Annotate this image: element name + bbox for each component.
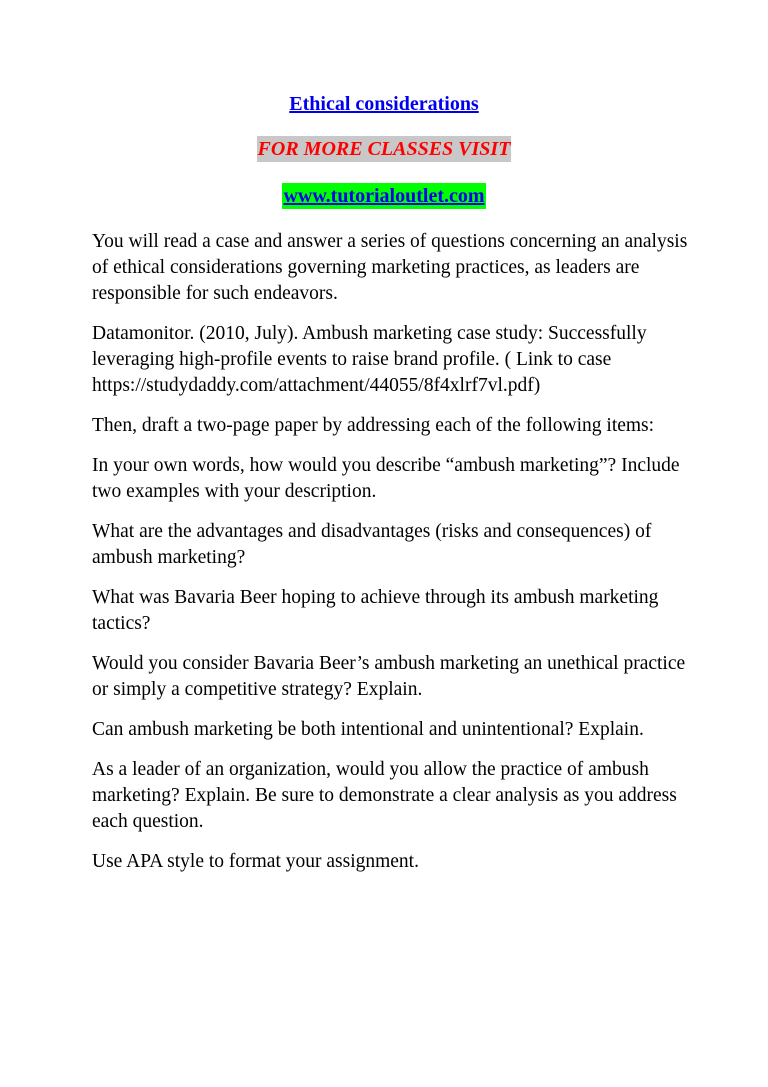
paragraph-instructions: Then, draft a two-page paper by addressing each of the following items: xyxy=(92,415,655,436)
question-6: As a leader of an organization, would you allow the practice of ambush marketing? Explain. Be sure to demonstrate a clear analysis as you address each question. xyxy=(92,759,677,832)
question-1: In your own words, how would you describe “ambush marketing”? Include two examples with your description. xyxy=(92,455,680,502)
question-3: What was Bavaria Beer hoping to achieve through its ambush marketing tactics? xyxy=(92,587,659,634)
document-title-link[interactable]: Ethical considerations xyxy=(289,93,479,115)
classes-visit-banner: FOR MORE CLASSES VISIT xyxy=(257,138,511,160)
paragraph-citation: Datamonitor. (2010, July). Ambush marketing case study: Successfully leveraging high-profile events to raise brand profile. ( Link to case https://studydaddy.com/attachment/44055/8f4xlrf7vl.pdf) xyxy=(92,323,647,396)
paragraph-format-note: Use APA style to format your assignment. xyxy=(92,851,419,872)
question-2: What are the advantages and disadvantages (risks and consequences) of ambush marketing? xyxy=(92,521,652,568)
paragraph-intro: You will read a case and answer a series of questions concerning an analysis of ethical considerations governing marketing practices, as leaders are responsible for such endeavors. xyxy=(92,231,688,304)
website-link[interactable]: www.tutorialoutlet.com xyxy=(283,185,485,207)
website-line xyxy=(0,183,768,209)
question-4: Would you consider Bavaria Beer’s ambush marketing an unethical practice or simply a competitive strategy? Explain. xyxy=(92,653,686,700)
document-body xyxy=(92,229,692,889)
title-line xyxy=(0,91,768,117)
question-5: Can ambush marketing be both intentional and unintentional? Explain. xyxy=(92,719,644,740)
classes-line xyxy=(0,136,768,162)
